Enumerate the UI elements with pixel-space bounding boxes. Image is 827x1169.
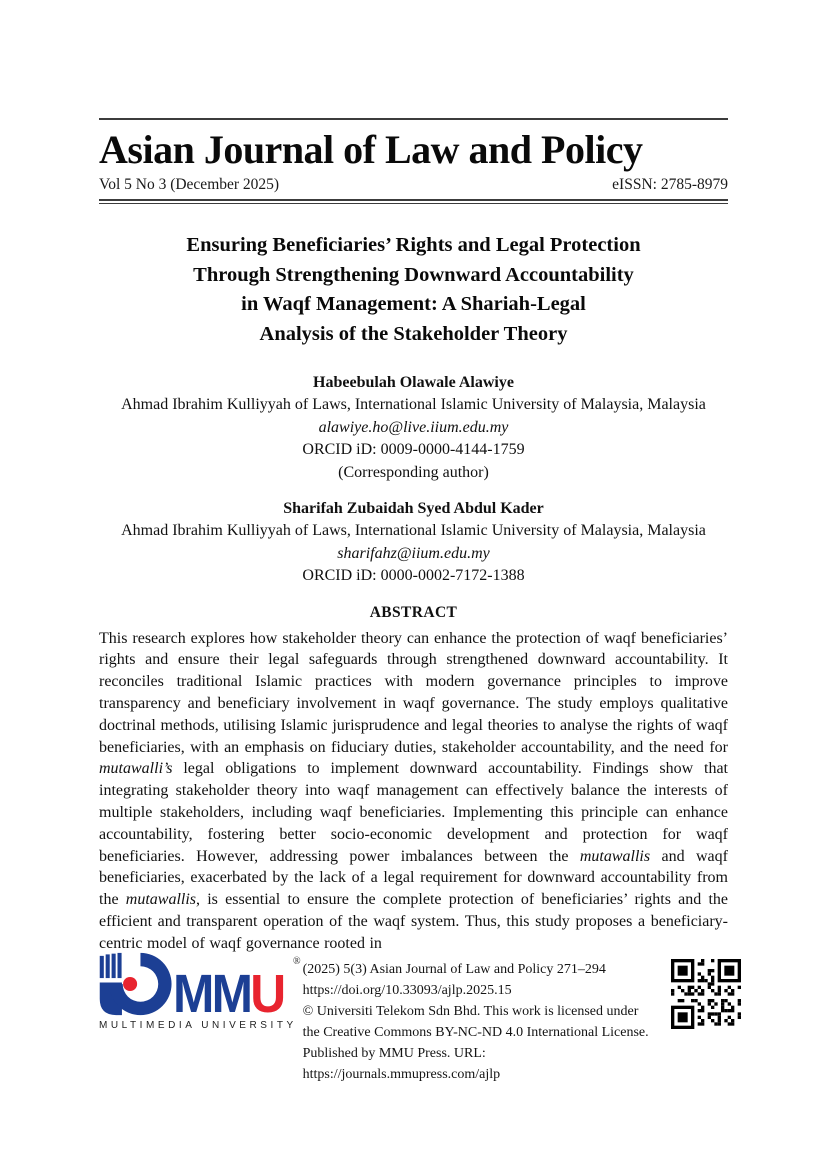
article-title: [99, 231, 728, 349]
citation-block: [303, 954, 663, 1085]
qr-finder-top-left: [671, 959, 694, 982]
abstract-heading: ABSTRACT: [369, 603, 458, 621]
mmu-logo-subtitle: MULTIMEDIA UNIVERSITY: [99, 1020, 297, 1031]
masthead-bottom-rule: [99, 199, 728, 204]
author-block-2: [99, 498, 728, 588]
mmu-letters: [173, 963, 284, 1024]
registered-trademark-mark: ®: [293, 956, 301, 967]
corresponding-author-note: (Corresponding author): [338, 463, 489, 481]
author-name: Habeebulah Olawale Alawiye: [313, 374, 514, 391]
author-email-link[interactable]: alawiye.ho@live.iium.edu.my: [318, 418, 509, 436]
abstract-text: This research explores how stakeholder theory can enhance the protection of waqf beneficiaries’ rights and ensure their legal safeguards through strengthened downward accountability. It reconciles traditional Islamic practices with modern governance principles to improve transparency and beneficiary involvement in waqf governance. The study employs qualitative doctrinal methods, utilising Islamic jurisprudence and legal theories to analyse the rights of waqf beneficiaries, with an emphasis on fiduciary duties, stakeholder accountability, and the need for mutawalli’s legal obligations to implement downward accountability. Findings show that integrating stakeholder theory into waqf management can effectively balance the interests of multiple stakeholders, including waqf beneficiaries. Implementing this principle can enhance accountability, fostering better socio-economic development and protection for waqf beneficiaries. However, addressing power imbalances between the mutawallis and waqf beneficiaries, exacerbated by the lack of a legal requirement for downward accountability from the mutawallis, is essential to ensure the complete protection of beneficiaries’ rights and the efficient and transparent operation of the waqf system. Thus, this study proposes a beneficiary-centric model of waqf governance rooted in: [99, 629, 729, 952]
mmu-logo: [99, 954, 297, 1031]
qr-finder-top-right: [718, 959, 741, 982]
author-orcid: ORCID iD: 0009-0000-4144-1759: [302, 441, 525, 459]
author-affiliation: Ahmad Ibrahim Kulliyyah of Laws, International Islamic University of Malaysia, Malaysia: [121, 396, 706, 414]
author-affiliation: Ahmad Ibrahim Kulliyyah of Laws, International Islamic University of Malaysia, Malaysia: [121, 522, 706, 540]
author-orcid: ORCID iD: 0000-0002-7172-1388: [302, 567, 525, 585]
mmu-letters-mm: MM: [173, 963, 251, 1024]
mmu-emblem-icon: [99, 952, 173, 1016]
doi-link[interactable]: https://doi.org/10.33093/ajlp.2025.15: [302, 983, 512, 998]
author-email-link[interactable]: sharifahz@iium.edu.my: [337, 544, 490, 562]
author-block-1: [99, 372, 728, 484]
article-title-line-4: Analysis of the Stakeholder Theory: [259, 322, 568, 345]
author-name: Sharifah Zubaidah Syed Abdul Kader: [283, 500, 544, 518]
mmu-red-dot: [123, 977, 137, 991]
citation-reference: (2025) 5(3) Asian Journal of Law and Policy 271–294: [302, 962, 606, 977]
issue-info: Vol 5 No 3 (December 2025): [99, 176, 280, 193]
qr-code: [671, 959, 741, 1029]
article-title-line-3: in Waqf Management: A Shariah-Legal: [241, 293, 586, 315]
eissn: eISSN: 2785-8979: [612, 176, 728, 193]
publisher-url-line[interactable]: Published by MMU Press. URL: https://journals.mmupress.com/ajlp: [302, 1046, 501, 1082]
journal-title: Asian Journal of Law and Policy: [99, 127, 643, 172]
journal-masthead: [99, 118, 728, 204]
license-line: the Creative Commons BY-NC-ND 4.0 International License.: [302, 1025, 649, 1040]
article-title-line-2: Through Strengthening Downward Accountability: [193, 263, 634, 286]
qr-finder-bottom-left: [671, 1006, 694, 1029]
abstract-section: [99, 604, 728, 955]
issue-row: [99, 176, 728, 194]
mmu-letter-u: U: [250, 963, 284, 1024]
article-title-line-1: Ensuring Beneficiaries’ Rights and Legal Protection: [186, 234, 641, 256]
mmu-logo-row: [99, 954, 293, 1024]
copyright-line: © Universiti Telekom Sdn Bhd. This work is licensed under: [302, 1004, 639, 1019]
page-footer: [99, 954, 741, 1085]
masthead-top-rule: [99, 118, 728, 120]
